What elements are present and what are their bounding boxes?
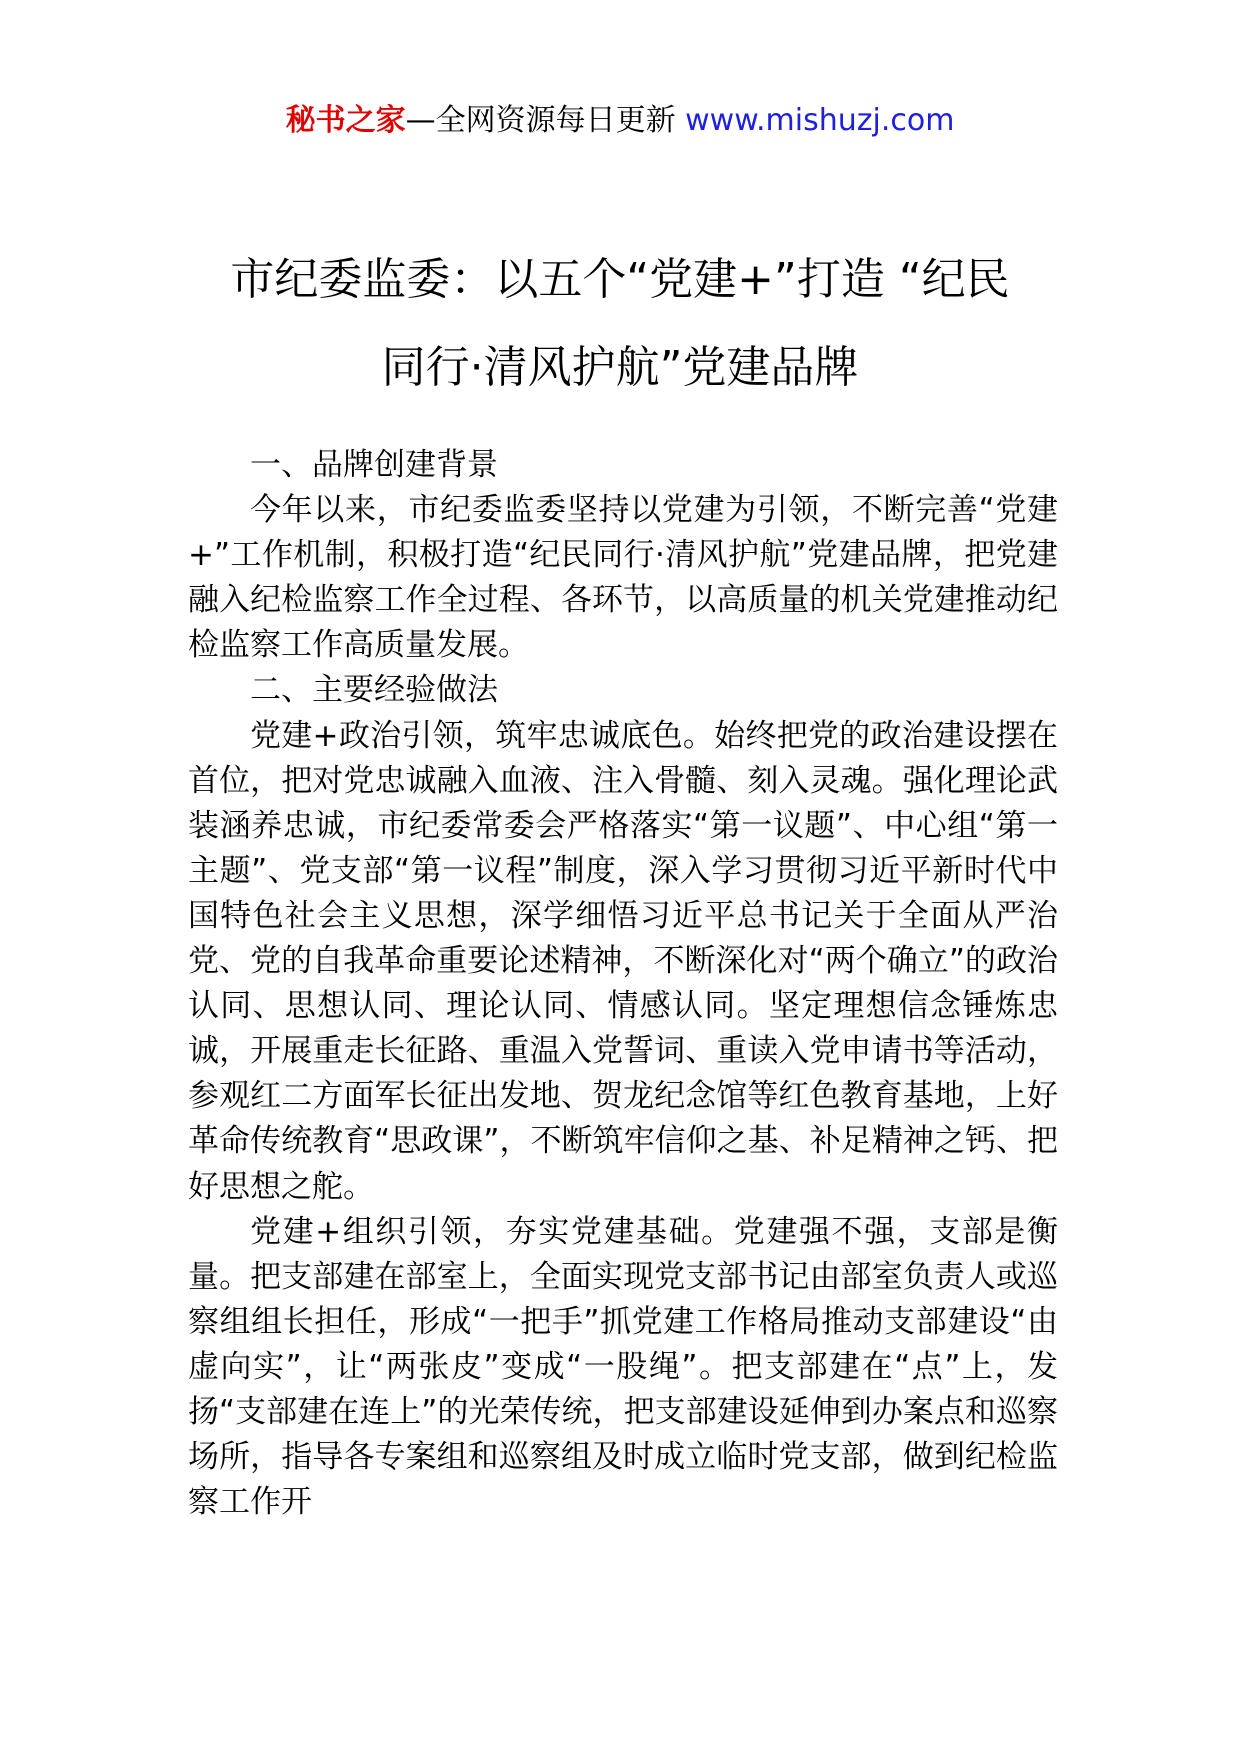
site-url[interactable]: www.mishuzj.com [685,103,955,138]
brand-name: 秘书之家 [285,103,406,138]
document-body [188,443,1058,1525]
paragraph: 党建+组织引领，夯实党建基础。党建强不强，支部是衡量。把支部建在部室上，全面实现党支部书记由部室负责人或巡察组组长担任，形成“一把手”抓党建工作格局推动支部建设“由虚向实”，让“两张皮”变成“一股绳”。把支部建在“点”上，发扬“支部建在连上”的光荣传统，把支部建设延伸到办案点和巡察场所，指导各专案组和巡察组及时成立临时党支部，做到纪检监察工作开 [188,1213,1058,1521]
document-title [150,236,1090,412]
site-tagline: —全网资源每日更新 [405,103,686,138]
title-line-2: 同行·清风护航”党建品牌 [381,342,859,393]
section-heading: 一、品牌创建背景 [250,447,498,483]
paragraph: 党建+政治引领，筑牢忠诚底色。始终把党的政治建设摆在首位，把对党忠诚融入血液、注入骨髓、刻入灵魂。强化理论武装涵养忠诚，市纪委常委会严格落实“第一议题”、中心组“第一主题”、党支部“第一议程”制度，深入学习贯彻习近平新时代中国特色社会主义思想，深学细悟习近平总书记关于全面从严治党、党的自我革命重要论述精神，不断深化对“两个确立”的政治认同、思想认同、理论认同、情感认同。坚定理想信念锤炼忠诚，开展重走长征路、重温入党誓词、重读入党申请书等活动，参观红二方面军长征出发地、贺龙纪念馆等红色教育基地，上好革命传统教育“思政课”，不断筑牢信仰之基、补足精神之钙、把好思想之舵。 [188,717,1058,1205]
site-header [0,100,1240,142]
paragraph: 今年以来，市纪委监委坚持以党建为引领，不断完善“党建+”工作机制，积极打造“纪民同行·清风护航”党建品牌，把党建融入纪检监察工作全过程、各环节，以高质量的机关党建推动纪检监察工作高质量发展。 [188,492,1058,664]
title-line-1: 市纪委监委：以五个“党建+”打造 “纪民 [230,254,1010,305]
section-heading: 二、主要经验做法 [250,672,498,709]
